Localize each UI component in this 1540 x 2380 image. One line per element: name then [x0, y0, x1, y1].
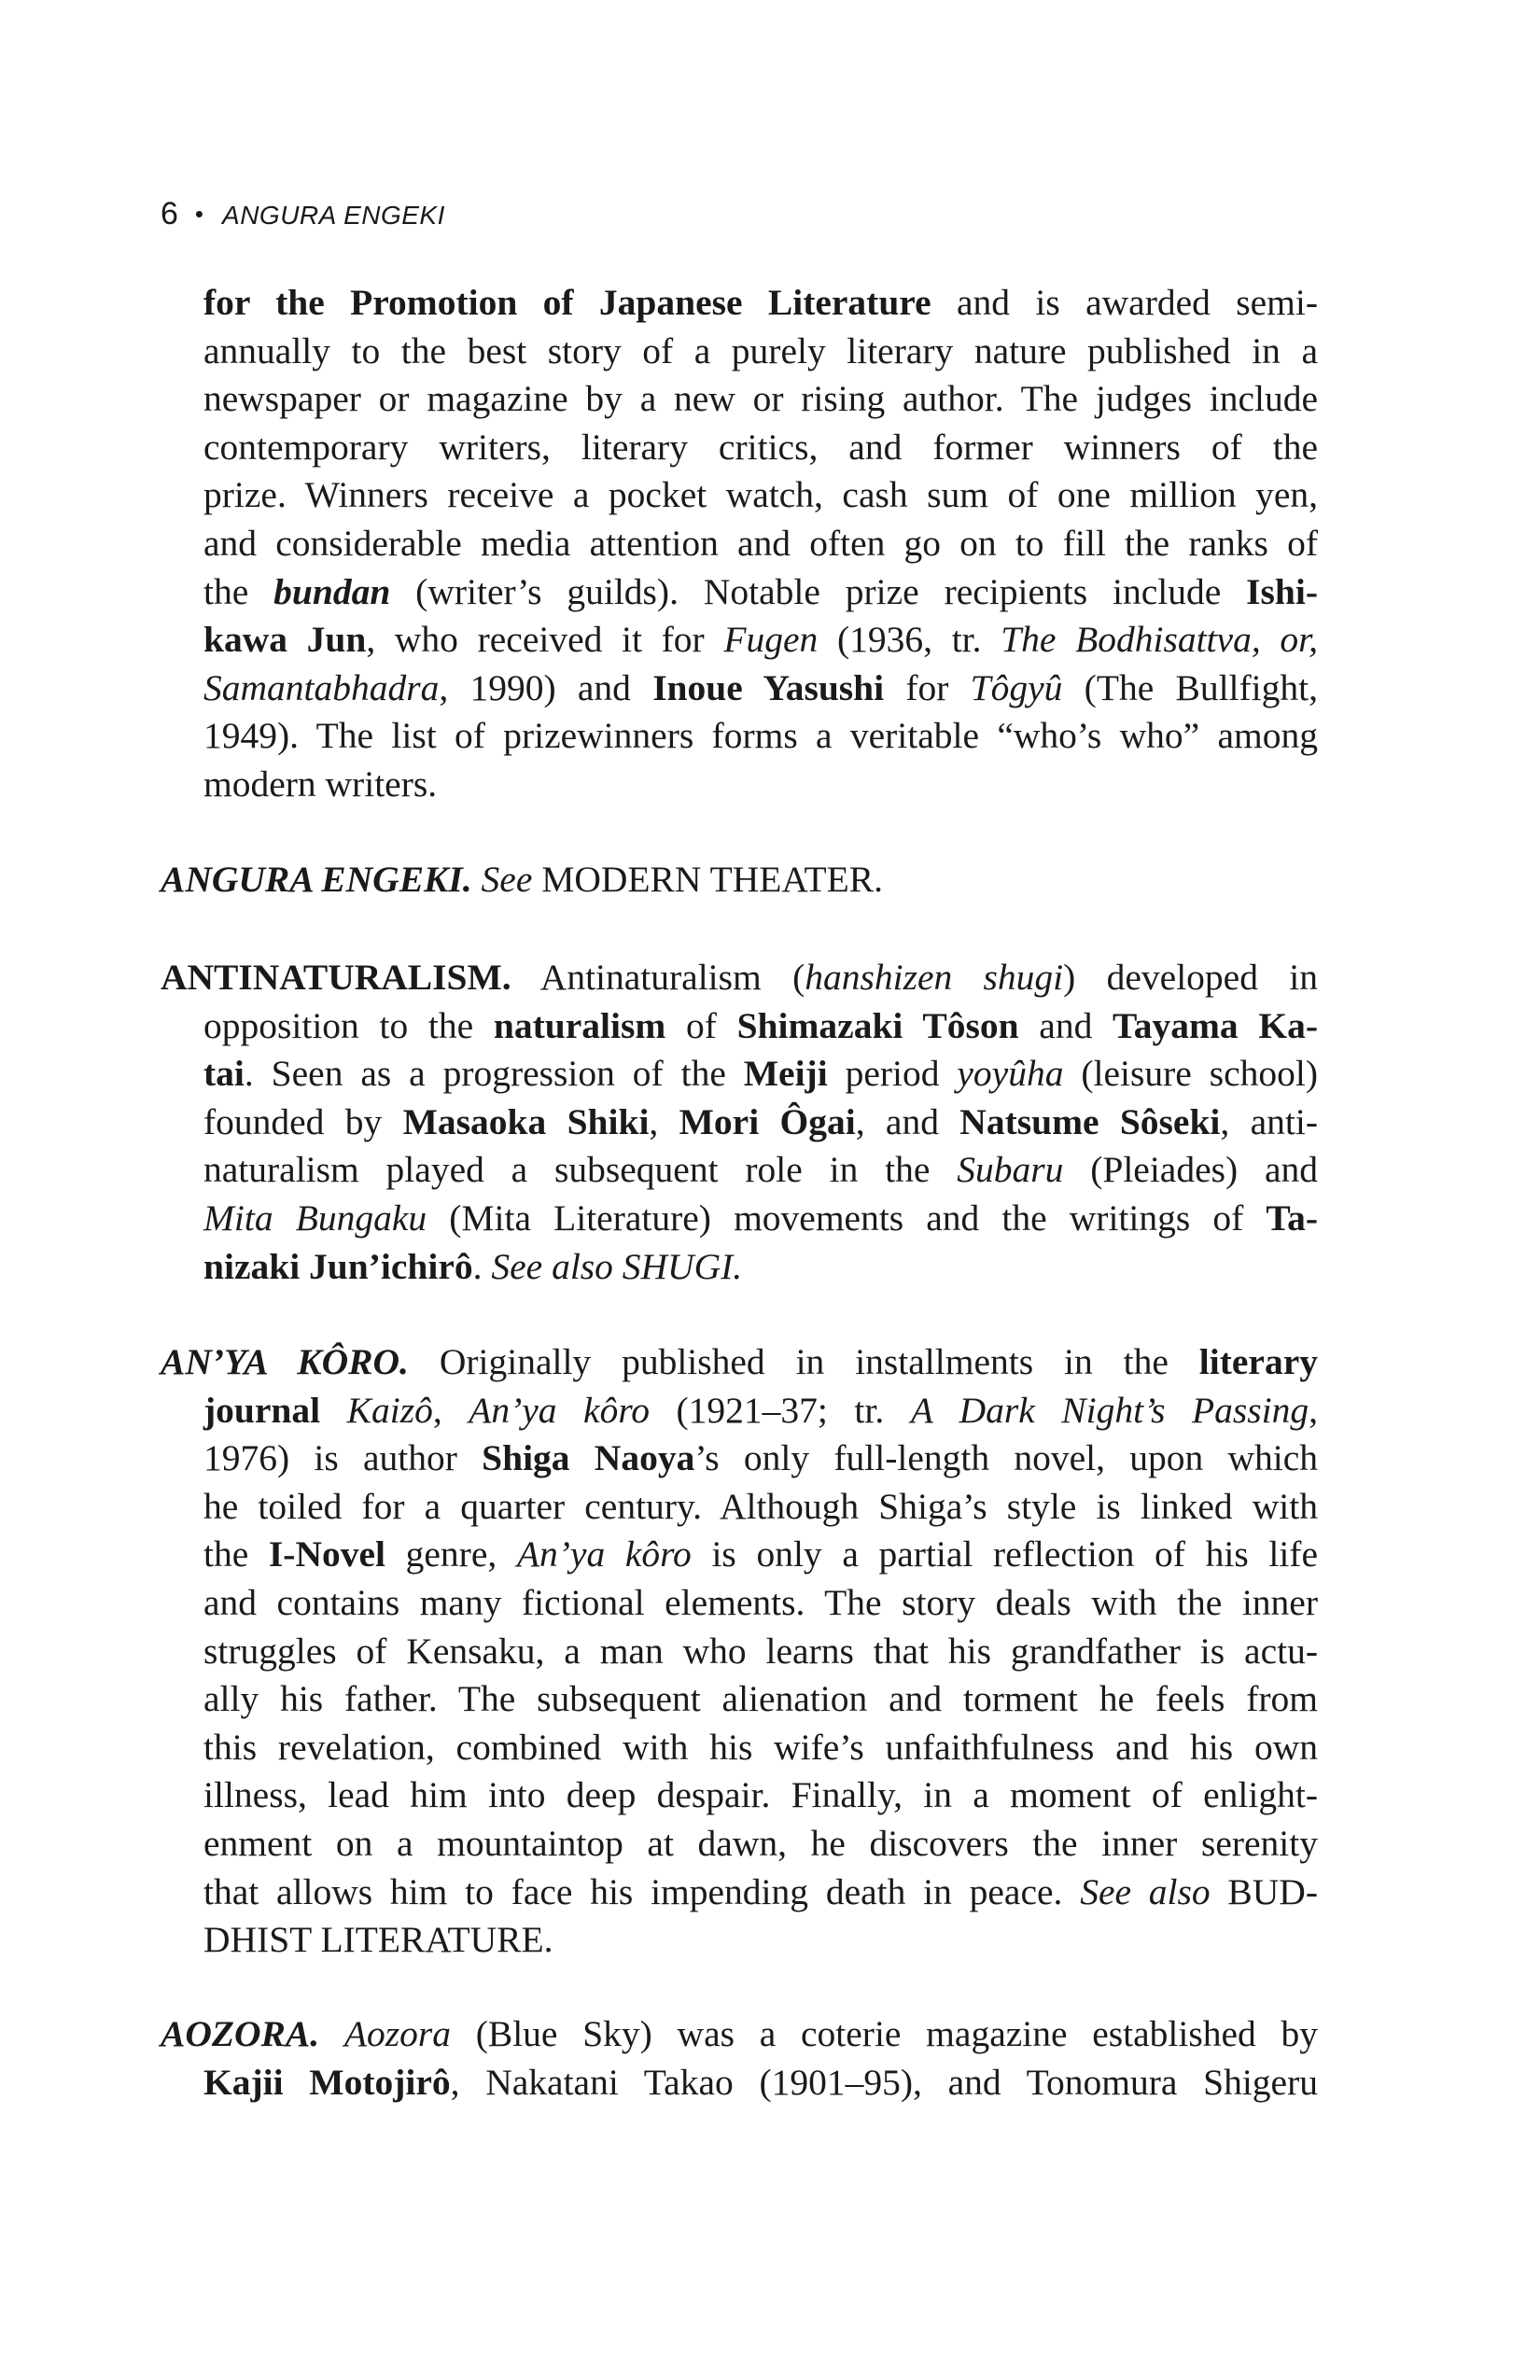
- text-line: naturalism played a subsequent role in the Subaru (Pleiades) and: [203, 1149, 1318, 1191]
- term-link[interactable]: Ishi-: [1246, 570, 1318, 612]
- text-line: illness, lead him into deep despair. Finally, in a moment of enlight-: [203, 1774, 1318, 1816]
- term-link[interactable]: bundan: [273, 570, 391, 612]
- text-line: contemporary writers, literary critics, and former winners of the: [203, 426, 1318, 468]
- text-line: founded by Masaoka Shiki, Mori Ôgai, and Natsume Sôseki, anti-: [203, 1100, 1318, 1142]
- term-link[interactable]: for the Promotion of Japanese Literature: [203, 282, 931, 323]
- term-link[interactable]: literary: [1198, 1341, 1318, 1382]
- entry-headword: ANGURA ENGEKI.: [161, 859, 472, 900]
- text-line: DHIST LITERATURE.: [203, 1919, 553, 1961]
- term-link[interactable]: I-Novel: [268, 1533, 385, 1575]
- running-title: ANGURA ENGEKI: [222, 201, 445, 230]
- text-line: enment on a mountaintop at dawn, he discovers the inner serenity: [203, 1822, 1318, 1864]
- text-line: ANGURA ENGEKI. See MODERN THEATER.: [161, 859, 883, 900]
- text-line: AOZORA. Aozora (Blue Sky) was a coterie magazine established by: [161, 2013, 1318, 2054]
- page-number: 6: [161, 196, 178, 231]
- text-line: and contains many fictional elements. The story deals with the inner: [203, 1581, 1318, 1623]
- text-line: journal Kaizô, An’ya kôro (1921–37; tr. A Dark Night’s Passing,: [203, 1389, 1319, 1431]
- text-line: tai. Seen as a progression of the Meiji period yoyûha (leisure school): [203, 1053, 1318, 1095]
- text-line: annually to the best story of a purely literary nature published in a: [203, 329, 1318, 371]
- text-line: opposition to the naturalism of Shimazaki Tôson and Tayama Ka-: [203, 1004, 1318, 1046]
- text-line: Samantabhadra, 1990) and Inoue Yasushi for Tôgyû (The Bullfight,: [203, 666, 1319, 708]
- text-line: the I-Novel genre, An’ya kôro is only a partial reflection of his life: [203, 1533, 1318, 1575]
- term-link[interactable]: Mori Ôgai: [679, 1100, 856, 1142]
- text-line: nizaki Jun’ichirô. See also SHUGI.: [203, 1245, 743, 1287]
- entry-continuation: [161, 279, 1318, 809]
- entry-angura-engeki: [161, 856, 1318, 904]
- term-link[interactable]: Masaoka Shiki: [402, 1100, 650, 1142]
- term-link[interactable]: Shimazaki Tôson: [736, 1004, 1019, 1046]
- running-header: [161, 195, 445, 234]
- text-line: kawa Jun, who received it for Fugen (1936, tr. The Bodhisattva, or,: [203, 619, 1318, 661]
- text-line: Kajii Motojirô, Nakatani Takao (1901–95), and Tonomura Shigeru: [203, 2061, 1318, 2103]
- cross-reference-link[interactable]: See also SHUGI.: [491, 1245, 743, 1287]
- text-line: ANTINATURALISM. Antinaturalism (hanshizen shugi) developed in: [161, 957, 1318, 998]
- term-link[interactable]: Kajii Motojirô: [203, 2061, 451, 2103]
- term-link[interactable]: naturalism: [493, 1004, 666, 1046]
- text-line: for the Promotion of Japanese Literature and is awarded semi-: [203, 282, 1318, 323]
- cross-reference-link[interactable]: MODERN THEATER.: [541, 859, 883, 900]
- text-line: and considerable media attention and often go on to fill the ranks of: [203, 522, 1318, 564]
- text-line: ally his father. The subsequent alienation and torment he feels from: [203, 1678, 1318, 1720]
- entry-headword: ANTINATURALISM.: [161, 957, 511, 998]
- bullet-separator: •: [194, 200, 204, 228]
- text-line: this revelation, combined with his wife’s unfaithfulness and his own: [203, 1726, 1318, 1768]
- text-line: newspaper or magazine by a new or rising author. The judges include: [203, 378, 1318, 420]
- term-link[interactable]: kawa Jun: [203, 619, 367, 661]
- cross-reference-link[interactable]: BUD-: [1210, 1870, 1318, 1912]
- term-link[interactable]: Natsume Sôseki: [959, 1100, 1221, 1142]
- term-link[interactable]: Ta-: [1266, 1197, 1319, 1239]
- entry-headword: AN’YA KÔRO.: [161, 1341, 409, 1382]
- term-link[interactable]: Tayama Ka-: [1113, 1004, 1318, 1046]
- term-link[interactable]: Inoue Yasushi: [652, 666, 885, 708]
- term-link[interactable]: journal: [203, 1389, 321, 1431]
- entry-headword: AOZORA.: [161, 2013, 320, 2054]
- entry-antinaturalism: [161, 954, 1318, 1291]
- term-link[interactable]: tai: [203, 1053, 245, 1095]
- text-line: modern writers.: [203, 763, 438, 805]
- text-line: struggles of Kensaku, a man who learns that his grandfather is actu-: [203, 1630, 1318, 1672]
- text-line: the bundan (writer’s guilds). Notable prize recipients include Ishi-: [203, 570, 1318, 612]
- term-link[interactable]: Shiga Naoya: [482, 1437, 695, 1479]
- entry-aozora: [161, 2010, 1318, 2107]
- text-line: 1949). The list of prizewinners forms a veritable “who’s who” among: [203, 715, 1318, 757]
- text-line: prize. Winners receive a pocket watch, cash sum of one million yen,: [203, 474, 1318, 516]
- text-line: 1976) is author Shiga Naoya’s only full-length novel, upon which: [203, 1437, 1318, 1479]
- term-link[interactable]: nizaki Jun’ichirô: [203, 1245, 473, 1287]
- entry-anya-koro: [161, 1338, 1318, 1965]
- term-link[interactable]: Meiji: [743, 1053, 828, 1095]
- text-line: that allows him to face his impending death in peace. See also BUD-: [203, 1870, 1318, 1912]
- text-line: AN’YA KÔRO. Originally published in installments in the literary: [161, 1341, 1318, 1382]
- text-line: he toiled for a quarter century. Although Shiga’s style is linked with: [203, 1485, 1318, 1527]
- text-line: Mita Bungaku (Mita Literature) movements and the writings of Ta-: [203, 1197, 1319, 1239]
